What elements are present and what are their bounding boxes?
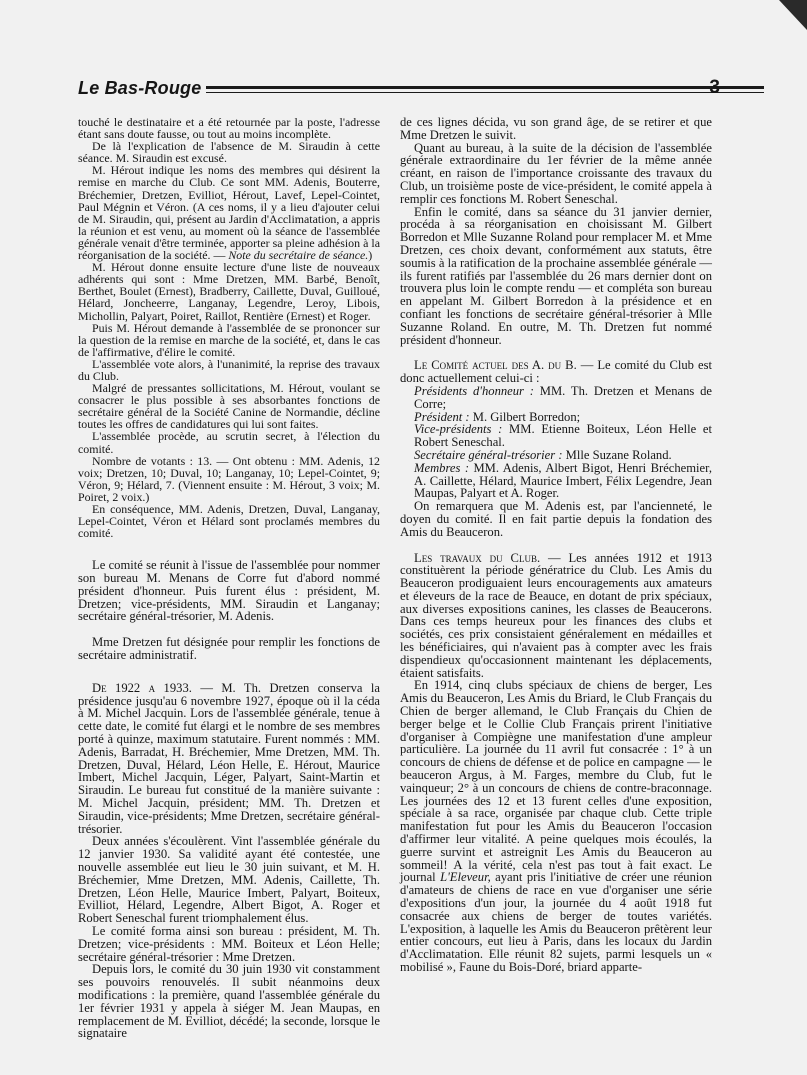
paragraph: L'assemblée procède, au scrutin secret, à l'élection du comité. <box>78 429 380 456</box>
paragraph: Puis M. Hérout demande à l'assemblée de se prononcer sur la question de la remise en marche de la société, et, dans le cas de l'affirmative, d'élire le comité. <box>78 320 380 359</box>
role-label: Présidents d'honneur : <box>414 383 534 398</box>
paragraph: Quant au bureau, à la suite de la décision de l'assemblée générale extraordinaire du 1er février de la même année créant, en raison de l'importance croissante des travaux du Club, un troisième poste de vice-président, le comité appela à remplir ces fonctions M. Robert Seneschal. <box>400 140 712 206</box>
paragraph: de ces lignes décida, vu son grand âge, de se retirer et que Mme Dretzen le suivit. <box>400 115 712 142</box>
paragraph: Mme Dretzen fut désignée pour remplir les fonctions de secrétaire administratif. <box>78 635 380 663</box>
paragraph-text: — Les années 1912 et 1913 constituèrent la période génératrice du Club. Les Amis du Beauceron prodiguaient leurs encouragements aux amateurs et éleveurs de la race de Beauce, en dotant de prix spéciaux, aux diverses expositions canines, les classes de Beaucerons. Dans ces temps heureux pour les finances des clubs et sociétés, ces prix consistaient généralement en médailles et les bénéficiaires, qui n'avaient pas à compter avec les frais dispendieux qu'occasionnent maintenant les déplacements, étaient satisfaits. <box>400 550 712 680</box>
paragraph-end: ayant pris l'initiative de créer une réunion d'amateurs de chiens de race en vue d'organiser une série d'expositions d'un jour, la journée du 4 août 1918 fut consacrée aux chiens de berger de toutes variétés. L'exposition, à laquelle les Amis du Beauceron prêtèrent leur entier concours, eut lieu à Paris, dans les locaux du Jardin d'Acclimatation. Elle réunit 82 sujets, parmi lesquels un « mobilisé », Faune du Bois-Doré, briard apparte- <box>400 870 712 974</box>
page-number: 3 <box>709 77 720 98</box>
role-value: MM. Adenis, Albert Bigot, Henri Bréchemier, A. Caillette, Hélard, Maurice Imbert, Félix Legendre, Jean Maupas, Palyart et A. Roger. <box>414 460 712 501</box>
torn-corner <box>779 0 807 30</box>
section-paragraph <box>400 359 712 385</box>
role-value: MM. Etienne Boiteux, Léon Helle et Robert Seneschal. <box>414 422 712 450</box>
section-paragraph <box>400 552 712 680</box>
paragraph: On remarquera que M. Adenis est, par l'ancienneté, le doyen du comité. Il en fait partie depuis la fondation des Amis du Beauceron. <box>400 499 712 539</box>
paragraph: De là l'explication de l'absence de M. Siraudin à cette séance. M. Siraudin est excusé. <box>78 139 380 166</box>
paragraph: M. Hérout donne ensuite lecture d'une liste de nouveaux adhérents qui sont : Mme Dretzen, MM. Barbé, Benoît, Berthet, Boulet (Ernest), Bradberry, Caillette, Duval, Guilloué, Hélard, Joncheerre, Langanay, Legendre, Leroy, Libois, Michollin, Palyart, Poiret, Raillot, Rentière (Ernest) et Roger. <box>78 260 380 323</box>
paragraph: L'assemblée vote alors, à l'unanimité, la reprise des travaux du Club. <box>78 356 380 383</box>
publication-title: Le Bas-Rouge <box>78 78 202 98</box>
running-header <box>78 77 720 102</box>
paragraph: Le comité se réunit à l'issue de l'assemblée pour nommer son bureau M. Menans de Corre fut d'abord nommé président d'honneur. Puis furent élus : président, M. Dretzen; vice-présidents, MM. Siraudin et Langanay; secrétaire général-trésorier, M. Adenis. <box>78 558 380 624</box>
paragraph: Depuis lors, le comité du 30 juin 1930 vit constamment ses pouvoirs renouvelés. Il subit néanmoins deux modifications : la première, quand l'assemblée générale du 1er février 1931 y appela à siéger M. Jean Maupas, en remplacement de M. Evilliot, décédé; la seconde, lorsque le signataire <box>78 962 380 1041</box>
paragraph: Enfin le comité, dans sa séance du 31 janvier dernier, procéda à sa réorganisation en choisissant M. Gilbert Borredon et Mlle Suzanne Roland pour remplacer M. et Mme Dretzen, ces choix devant, conformément aux statuts, être soumis à la ratification de la prochaine assemblée générale — ils furent ratifiés par l'assemblée du 26 mars dernier dont on trouvera plus loin le compte rendu — et compléta son bureau en appelant M. Gilbert Borredon à la présidence et en confiant les fonctions de secrétaire général-trésorier à Mlle Suzanne Roland. En outre, M. Th. Dretzen fut nommé président d'honneur. <box>400 204 712 347</box>
header-rule <box>206 86 764 89</box>
paragraph-end: ) <box>368 248 373 263</box>
paragraph-text: — M. Th. Dretzen conserva la présidence jusqu'au 6 novembre 1927, époque où il la céda à M. Michel Jacquin. Lors de l'assemblée générale, tenue à cette date, le comité fut élargi et le nombre de ses membres porté à quinze, maximum statutaire. Furent nommés : MM. Adenis, Barradat, H. Bréchemier, Mme Dretzen, MM. Th. Dretzen, Duval, Hélard, Léon Helle, E. Hérout, Maurice Imbert, Michel Jacquin, Léger, Palyart, Saint-Martin et Siraudin. Le bureau fut constitué de la manière suivante : M. Michel Jacquin, président; MM. Th. Dretzen et Siraudin, vice-présidents; Mme Dretzen, secrétaire général-trésorier. <box>78 680 380 836</box>
paragraph <box>400 679 712 973</box>
paragraph <box>78 164 380 261</box>
list-item <box>400 423 712 449</box>
paragraph-text: En 1914, cinq clubs spéciaux de chiens de berger, Les Amis du Beauceron, Les Amis du Briard, le Club Français du Chien de berger allemand, le Club Français du Chien de berger belge et le Collie Club Français prirent l'initiative d'organiser à Compiègne une manifestation d'une ampleur particulière. La journée du 11 avril fut consacrée : 1° à un concours de chiens de défense et de police en campagne — le beauceron Argus, à M. Farges, membre du Club, fut le vainqueur; 2° à un concours de chiens de contre-braconnage. Les journées des 12 et 13 furent celles d'une exposition, spéciale à sa race, organisée par chaque club. Cette triple manifestation fut pour les Amis du Beauceron l'occasion d'affirmer leur vitalité. A peine quelques mois écoulés, la guerre survint et astreignit Les Amis du Beauceron au sommeil! A la vérité, cela n'est pas tout à fait exact. Le journal <box>400 678 712 885</box>
committee-list <box>400 385 712 500</box>
section-paragraph <box>78 682 380 836</box>
minutes-block <box>78 116 380 539</box>
left-column <box>78 116 380 1040</box>
list-item <box>400 385 712 411</box>
role-value: Mlle Suzane Roland. <box>562 447 672 462</box>
secretary-note: Note du secrétaire de séance. <box>228 248 369 263</box>
paragraph: Deux années s'écoulèrent. Vint l'assemblée générale du 12 janvier 1930. Sa validité ayant été contestée, une nouvelle assemblée eut lieu le 30 juin suivant, et M. H. Bréchemier, Mme Dretzen, MM. Adenis, Caillette, Th. Dretzen, Léon Helle, Maurice Imbert, Palyart, Boiteux, Evilliot, Hélard, Legendre, Albert Bigot, A. Roger et Robert Seneschal furent triomphalement élus. <box>78 834 380 926</box>
role-label: Vice-présidents : <box>414 422 503 437</box>
role-value: M. Gilbert Borredon; <box>469 409 581 424</box>
list-item <box>400 462 712 500</box>
paragraph: touché le destinataire et a été retournée par la poste, l'adresse étant sans doute fausse, ou tout au moins incomplète. <box>78 115 380 142</box>
paragraph: Nombre de votants : 13. — Ont obtenu : MM. Adenis, 12 voix; Dretzen, 10; Duval, 10; Langanay, 10; Lepel-Cointet, 9; Véron, 9; Hélard, 7. (Viennent ensuite : M. Hérout, 3 voix; M. Poiret, 2 voix.) <box>78 453 380 504</box>
right-column <box>400 116 712 974</box>
paragraph: Le comité forma ainsi son bureau : président, M. Th. Dretzen; vice-présidents : MM. Boiteux et Léon Helle; secrétaire général-trésorier : Mme Dretzen. <box>78 924 380 964</box>
paragraph-text: M. Hérout indique les noms des membres qui désirent la remise en marche du Club. Ce sont MM. Adenis, Bouterre, Bréchemier, Dretzen, Evilliot, Hérout, Lavef, Lepel-Cointet, Paul Mégnin et Véron. (A ces noms, il y a lieu d'ajouter celui de M. Siraudin, qui, présent au Jardin d'Acclimatation, a appris la réunion et est venu, au moment où la séance de l'assemblée générale venait d'être terminée, apporter sa pleine adhésion à la réorganisation de la société. — <box>78 163 380 263</box>
paragraph: Malgré de pressantes sollicitations, M. Hérout, voulant se consacrer le plus possible à ses absorbantes fonctions de secrétaire général de la Société Canine de Normandie, décline toutes les offres de candidatures qui lui sont faites. <box>78 381 380 432</box>
spacer <box>78 539 380 559</box>
spacer <box>78 662 380 682</box>
role-label: Président : <box>414 409 470 424</box>
section-heading: Le Comité actuel des A. du B. <box>414 358 577 373</box>
role-value: MM. Th. Dretzen et Menans de Corre; <box>414 383 713 411</box>
section-heading: Les travaux du Club. <box>414 550 541 565</box>
header-rule-thin <box>206 92 764 93</box>
role-label: Secrétaire général-trésorier : <box>414 447 563 462</box>
journal-title: L'Eleveur, <box>440 870 491 885</box>
role-label: Membres : <box>414 460 470 475</box>
paragraph-text: — Le comité du Club est donc actuellement celui-ci : <box>400 358 712 386</box>
section-heading: De 1922 a 1933. <box>92 680 192 695</box>
paragraph: En conséquence, MM. Adenis, Dretzen, Duval, Langanay, Lepel-Cointet, Véron et Hélard sont proclamés membres du comité. <box>78 502 380 541</box>
